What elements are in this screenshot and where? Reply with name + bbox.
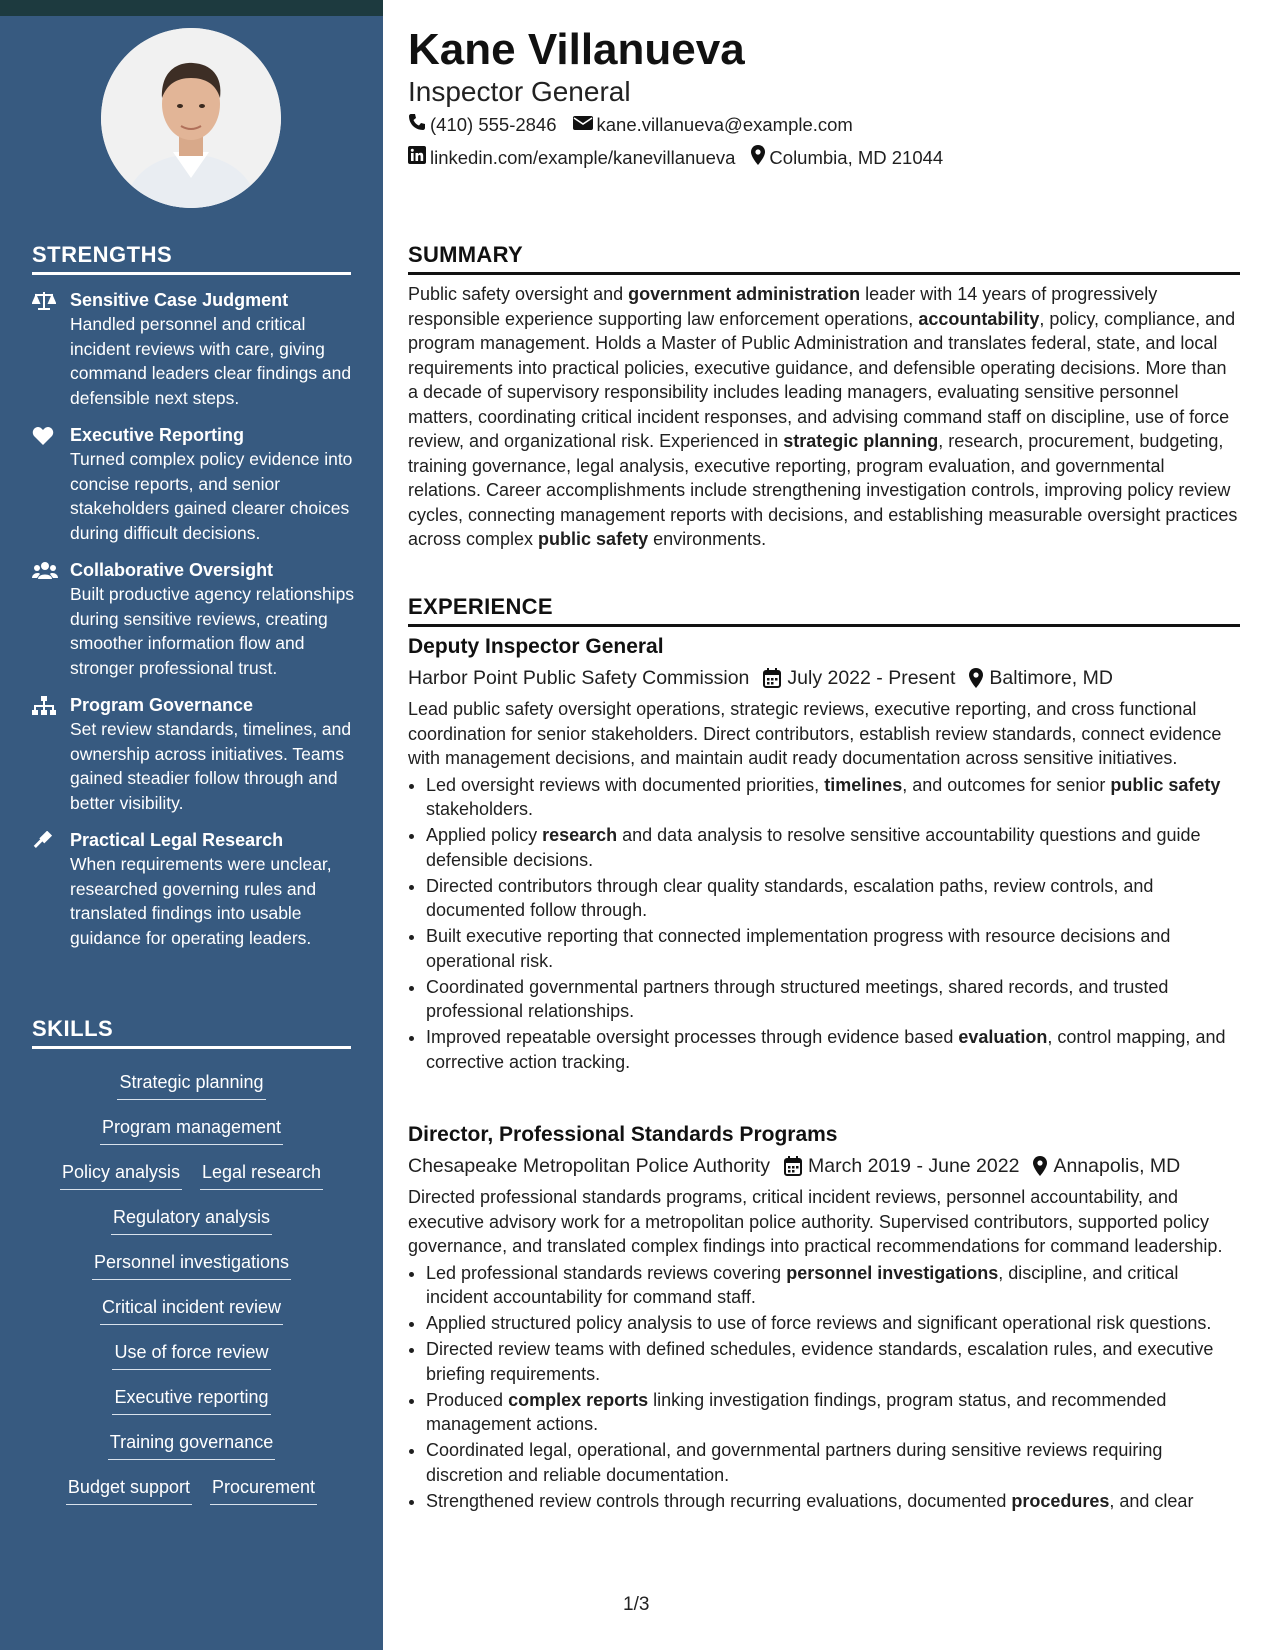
skill-tag: Procurement xyxy=(210,1475,317,1505)
summary-part: leader with 14 years of progressively responsible experience supporting law enforcement operations, xyxy=(408,284,1158,329)
skill-tag: Legal research xyxy=(200,1160,323,1190)
email-text: kane.villanueva@example.com xyxy=(596,114,853,135)
strength-item xyxy=(32,423,357,545)
strength-desc: Set review standards, timelines, and ownership across initiatives. Teams gained steadier follow through and better visibility. xyxy=(70,719,352,813)
strength-title: Program Governance xyxy=(70,695,254,715)
skill-tag: Critical incident review xyxy=(100,1295,283,1325)
contact-row-2 xyxy=(408,145,943,171)
skill-row xyxy=(32,1340,351,1385)
job-meta xyxy=(408,663,1240,693)
phone-text: (410) 555-2846 xyxy=(430,114,557,135)
strength-title: Sensitive Case Judgment xyxy=(70,290,289,310)
scale-icon xyxy=(32,288,70,410)
job-title: Deputy Inspector General xyxy=(408,635,664,658)
job-bullet: • Coordinated governmental partners through structured meetings, shared records, and trusted professional relationships. xyxy=(426,975,1240,1024)
map-pin-icon xyxy=(969,668,983,688)
strength-desc: When requirements were unclear, researched governing rules and translated findings into usable guidance for operating leaders. xyxy=(70,854,332,948)
sidebar xyxy=(0,16,383,1650)
skill-row xyxy=(32,1160,351,1205)
gavel-icon xyxy=(32,828,70,950)
job-entry xyxy=(408,1120,1240,1515)
strengths-list xyxy=(32,288,357,963)
job-location: Baltimore, MD xyxy=(989,667,1113,689)
summary-heading: SUMMARY xyxy=(408,242,1240,275)
job-bullets xyxy=(408,1261,1240,1514)
job-dates: March 2019 - June 2022 xyxy=(808,1155,1020,1177)
strength-title: Practical Legal Research xyxy=(70,830,284,850)
summary-keyword: accountability xyxy=(918,308,1040,329)
job-bullet: • Produced complex reports linking investigation findings, program status, and recommended management actions. xyxy=(426,1388,1240,1437)
map-pin-icon xyxy=(751,145,765,171)
job-bullet: • Directed contributors through clear quality standards, escalation paths, review controls, and documented follow through. xyxy=(426,874,1240,923)
strength-item xyxy=(32,288,357,410)
job-bullet: • Strengthened review controls through recurring evaluations, documented procedures, and clear xyxy=(426,1489,1240,1514)
summary-part: , research, procurement, budgeting, training governance, legal analysis, executive reporting, program evaluation, and governmental relations. Career accomplishments include strengthening investigation controls, improving policy review cycles, connecting management reports with decisions, and establishing measurable oversight practices across complex xyxy=(408,431,1238,549)
summary-part: Public safety oversight and xyxy=(408,284,629,304)
summary-keyword: strategic planning xyxy=(783,431,939,451)
job-meta xyxy=(408,1151,1240,1181)
job-bullet: • Coordinated legal, operational, and governmental partners during sensitive reviews requiring discretion and reliable documentation. xyxy=(426,1438,1240,1487)
skill-row xyxy=(32,1115,351,1160)
job-dates: July 2022 - Present xyxy=(787,667,956,689)
strength-item xyxy=(32,828,357,950)
skill-row xyxy=(32,1250,351,1295)
profile-photo xyxy=(101,28,281,208)
skills-heading: SKILLS xyxy=(32,1016,351,1049)
skill-tag: Training governance xyxy=(108,1430,275,1460)
job-title: Director, Professional Standards Programs xyxy=(408,1123,838,1146)
skill-row xyxy=(32,1475,351,1520)
experience-heading: EXPERIENCE xyxy=(408,594,1240,627)
skill-tag: Regulatory analysis xyxy=(111,1205,272,1235)
strengths-heading: STRENGTHS xyxy=(32,242,351,275)
job-bullet: • Led professional standards reviews covering personnel investigations, discipline, and critical incident accountability for command staff. xyxy=(426,1261,1240,1310)
candidate-role: Inspector General xyxy=(408,76,631,107)
calendar-icon xyxy=(763,668,781,688)
skill-row xyxy=(32,1295,351,1340)
page-number: 1/3 xyxy=(623,1594,650,1615)
job-bullet: • Directed review teams with defined schedules, evidence standards, escalation rules, and executive briefing requirements. xyxy=(426,1337,1240,1386)
skill-tag: Use of force review xyxy=(112,1340,270,1370)
users-icon xyxy=(32,558,70,680)
summary-text xyxy=(408,282,1240,552)
strength-title: Executive Reporting xyxy=(70,425,245,445)
job-location: Annapolis, MD xyxy=(1053,1155,1181,1177)
summary-keyword: government administration xyxy=(628,284,861,304)
job-bullet: • Applied policy research and data analysis to resolve sensitive accountability questions and guide defensible decisions. xyxy=(426,823,1240,872)
skill-tag: Strategic planning xyxy=(117,1070,265,1100)
job-description: Directed professional standards programs, critical incident reviews, personnel accountability, and executive advisory work for a metropolitan police authority. Supervised contributors, supported policy governance, and translated complex findings into practical recommendations for command leadership. xyxy=(408,1187,1223,1256)
job-bullet: • Applied structured policy analysis to use of force reviews and significant operational risk questions. xyxy=(426,1311,1240,1336)
contact-location xyxy=(751,145,943,171)
skills-list xyxy=(32,1070,351,1520)
linkedin-icon xyxy=(408,146,426,170)
job-entry xyxy=(408,632,1240,1076)
calendar-icon xyxy=(784,1156,802,1176)
job-bullet: • Improved repeatable oversight processes through evidence based evaluation, control mapping, and corrective action tracking. xyxy=(426,1025,1240,1074)
skill-tag: Policy analysis xyxy=(60,1160,182,1190)
summary-part: environments. xyxy=(648,529,767,549)
contact-phone[interactable] xyxy=(408,113,557,137)
summary-part: , policy, compliance, and program management. Holds a Master of Public Administration and translates federal, state, and local requirements into practical policies, executive guidance, and defensible operating decisions. More than a decade of supervisory responsibility includes leading managers, evaluating sensitive personnel matters, coordinating critical incident responses, and advising command staff on discipline, use of force review, and organizational risk. Experienced in xyxy=(408,308,1236,451)
map-pin-icon xyxy=(1033,1156,1047,1176)
job-bullets xyxy=(408,773,1240,1075)
sitemap-icon xyxy=(32,693,70,815)
job-org: Chesapeake Metropolitan Police Authority xyxy=(408,1155,771,1177)
job-bullet: • Built executive reporting that connected implementation progress with resource decisions and operational risk. xyxy=(426,924,1240,973)
envelope-icon xyxy=(573,113,593,137)
strength-desc: Handled personnel and critical incident reviews with care, giving command leaders clear findings and defensible next steps. xyxy=(70,314,352,408)
contact-email[interactable] xyxy=(573,113,853,137)
location-text: Columbia, MD 21044 xyxy=(769,147,944,168)
strength-desc: Turned complex policy evidence into concise reports, and senior stakeholders gained clearer choices during difficult decisions. xyxy=(70,449,353,543)
linkedin-text: linkedin.com/example/kanevillanueva xyxy=(430,147,736,168)
phone-icon xyxy=(408,113,426,137)
contact-row-1 xyxy=(408,113,853,137)
skill-row xyxy=(32,1205,351,1250)
skill-row xyxy=(32,1430,351,1475)
skill-tag: Budget support xyxy=(66,1475,192,1505)
job-bullet: • Led oversight reviews with documented priorities, timelines, and outcomes for senior public safety stakeholders. xyxy=(426,773,1240,822)
candidate-name: Kane Villanueva xyxy=(408,25,745,74)
summary-keyword: public safety xyxy=(538,529,649,549)
strength-item xyxy=(32,558,357,680)
strength-item xyxy=(32,693,357,815)
skill-tag: Executive reporting xyxy=(112,1385,270,1415)
job-description: Lead public safety oversight operations, strategic reviews, executive reporting, and cross functional coordination for senior stakeholders. Direct contributors, establish review standards, connect evidence with management decisions, and maintain audit ready documentation across sensitive initiatives. xyxy=(408,699,1222,768)
strength-title: Collaborative Oversight xyxy=(70,560,274,580)
job-org: Harbor Point Public Safety Commission xyxy=(408,667,750,689)
contact-linkedin[interactable] xyxy=(408,145,735,171)
skill-row xyxy=(32,1070,351,1115)
heart-icon xyxy=(32,423,70,545)
strength-desc: Built productive agency relationships during sensitive reviews, creating smoother information flow and stronger professional trust. xyxy=(70,584,355,678)
sidebar-top-band xyxy=(0,0,383,16)
skill-row xyxy=(32,1385,351,1430)
skill-tag: Personnel investigations xyxy=(92,1250,291,1280)
skill-tag: Program management xyxy=(100,1115,283,1145)
